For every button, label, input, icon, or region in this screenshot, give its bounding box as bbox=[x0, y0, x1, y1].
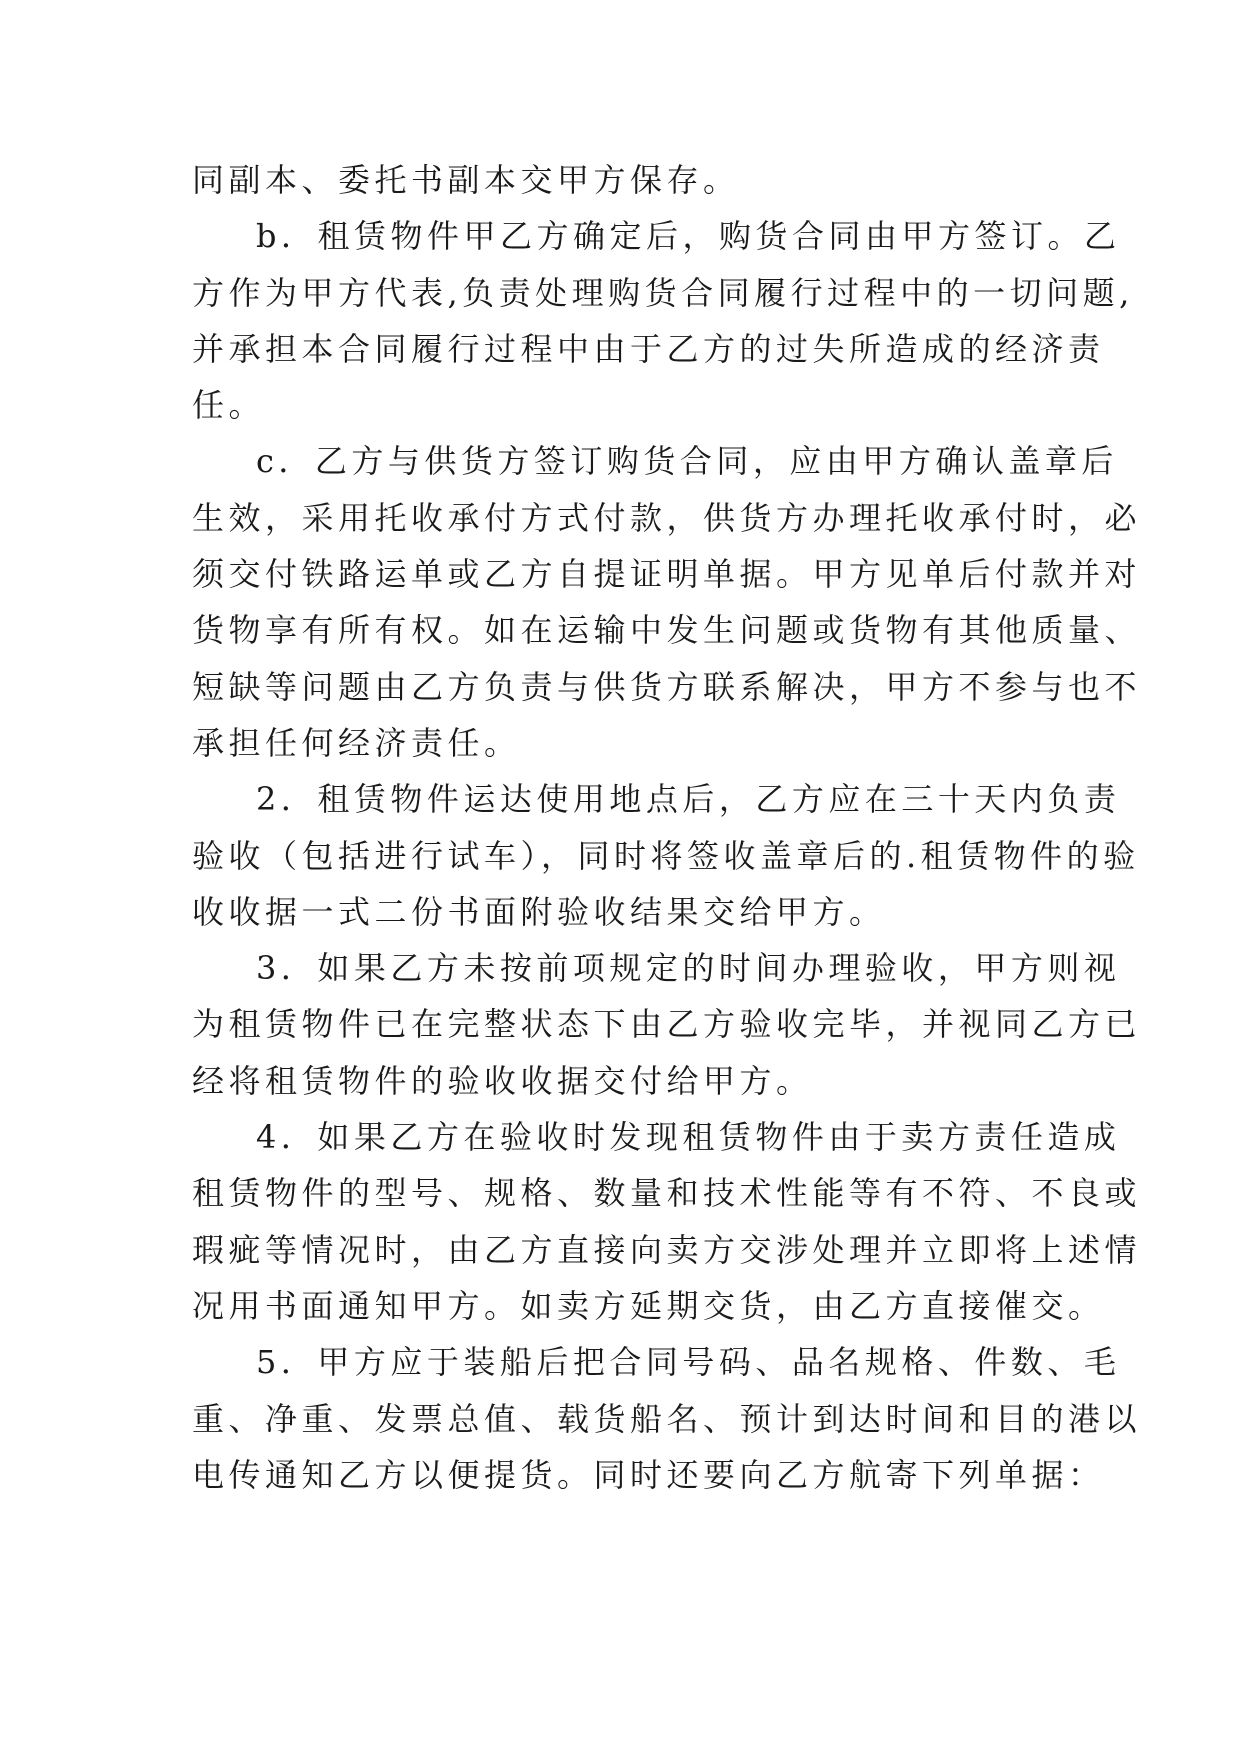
text-line: 须交付铁路运单或乙方自提证明单据。甲方见单后付款并对 bbox=[192, 555, 1142, 594]
text-line: 生效，采用托收承付方式付款，供货方办理托收承付时，必 bbox=[192, 498, 1142, 537]
text-line: 5．甲方应于装船后把合同号码、品名规格、件数、毛 bbox=[256, 1343, 1121, 1382]
text-line: 短缺等问题由乙方负责与供货方联系解决，甲方不参与也不 bbox=[192, 667, 1142, 706]
text-line: 3．如果乙方未按前项规定的时间办理验收，甲方则视 bbox=[256, 949, 1121, 988]
text-line: 验收（包括进行试车），同时将签收盖章后的.租赁物件的验 bbox=[192, 836, 1140, 875]
text-line: 2．租赁物件运达使用地点后，乙方应在三十天内负责 bbox=[256, 780, 1121, 819]
text-line: 货物享有所有权。如在运输中发生问题或货物有其他质量、 bbox=[192, 611, 1142, 650]
text-line: 经将租赁物件的验收收据交付给甲方。 bbox=[192, 1061, 813, 1100]
text-line: 收收据一式二份书面附验收结果交给甲方。 bbox=[192, 892, 886, 931]
text-line: 况用书面通知甲方。如卖方延期交货，由乙方直接催交。 bbox=[192, 1286, 1105, 1325]
document-body bbox=[192, 152, 1142, 1503]
text-line: 并承担本合同履行过程中由于乙方的过失所造成的经济责 bbox=[192, 329, 1105, 368]
text-line: 任。 bbox=[192, 386, 266, 425]
text-line: 同副本、委托书副本交甲方保存。 bbox=[192, 161, 740, 199]
text-line: c．乙方与供货方签订购货合同，应由甲方确认盖章后 bbox=[256, 442, 1118, 481]
text-line: 重、净重、发票总值、载货船名、预计到达时间和目的港以 bbox=[192, 1399, 1142, 1438]
text-line: 承担任何经济责任。 bbox=[192, 723, 521, 762]
text-line: 瑕疵等情况时，由乙方直接向卖方交涉处理并立即将上述情 bbox=[192, 1230, 1142, 1269]
text-line: 租赁物件的型号、规格、数量和技术性能等有不符、不良或 bbox=[192, 1174, 1142, 1213]
text-line: b．租赁物件甲乙方确定后，购货合同由甲方签订。乙 bbox=[256, 217, 1121, 256]
text-line: 电传通知乙方以便提货。同时还要向乙方航寄下列单据： bbox=[192, 1455, 1105, 1494]
text-line: 4．如果乙方在验收时发现租赁物件由于卖方责任造成 bbox=[256, 1118, 1121, 1157]
text-line: 为租赁物件已在完整状态下由乙方验收完毕，并视同乙方已 bbox=[192, 1005, 1142, 1044]
text-line: 方作为甲方代表,负责处理购货合同履行过程中的一切问题, bbox=[192, 273, 1134, 312]
